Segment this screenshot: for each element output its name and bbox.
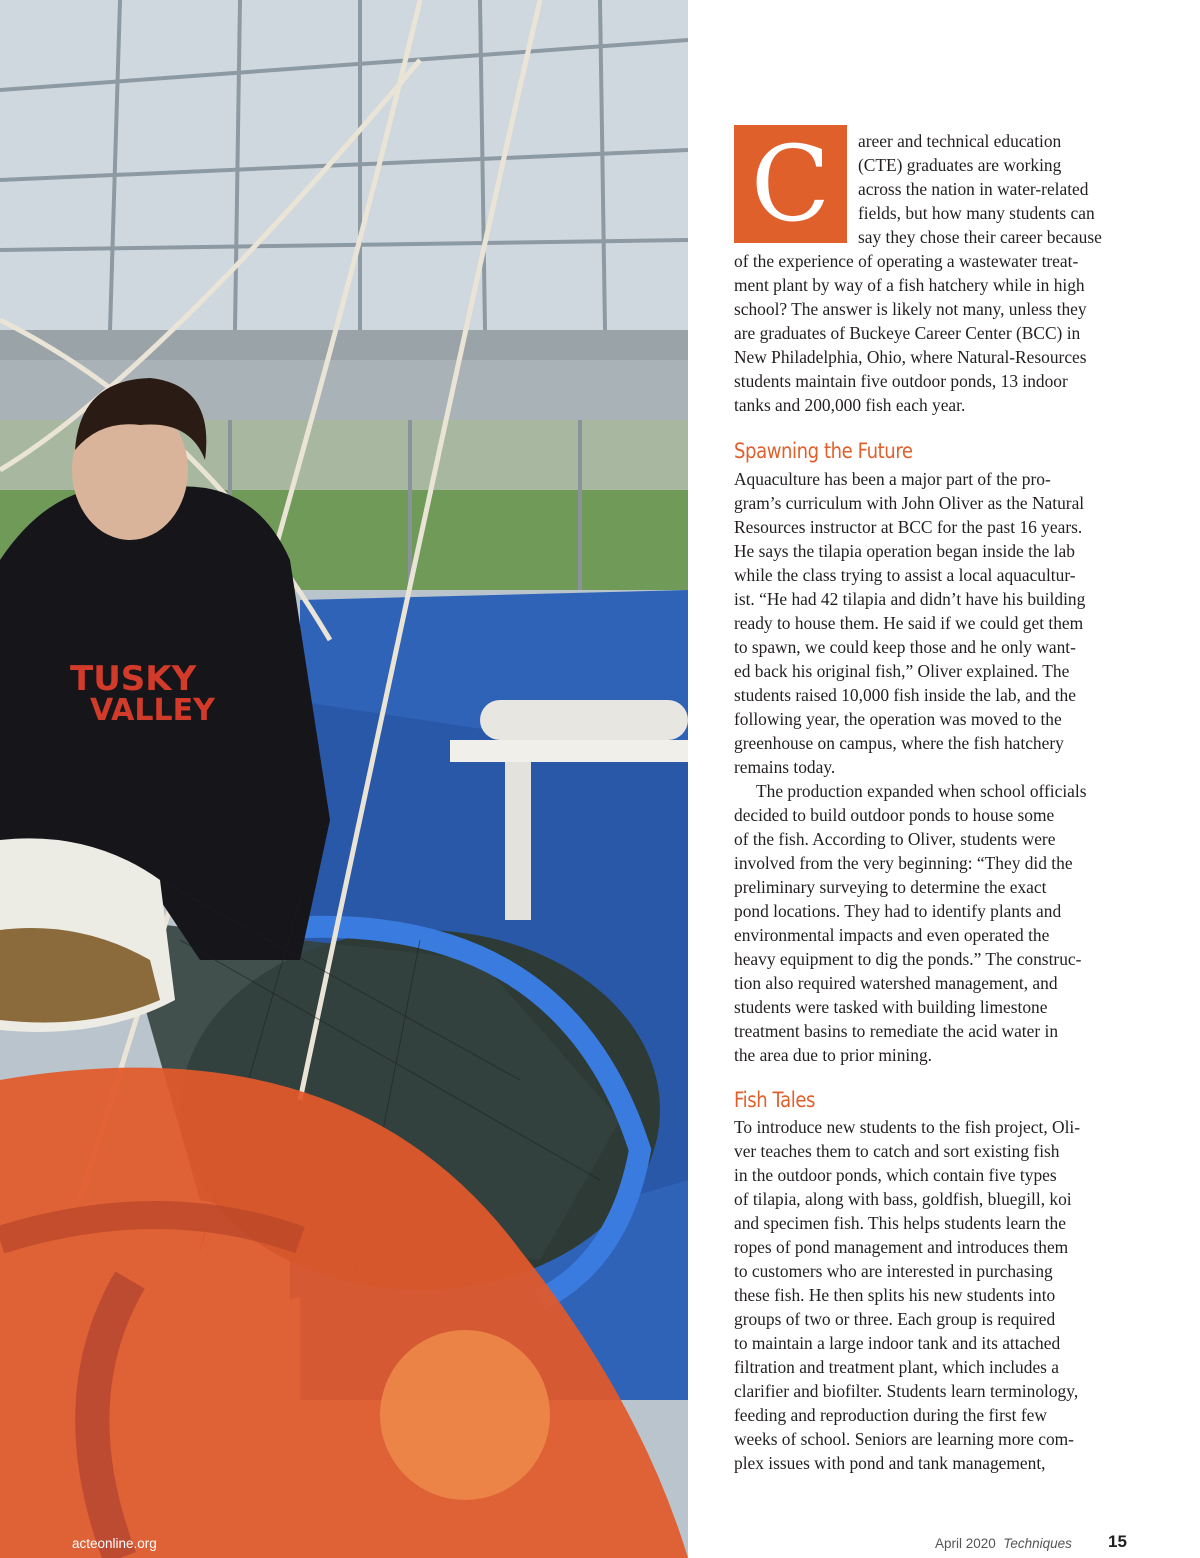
text-line: New Philadelphia, Ohio, where Natural-Resources bbox=[734, 347, 1087, 367]
text-line: to customers who are interested in purchasing bbox=[734, 1261, 1053, 1281]
svg-text:VALLEY: VALLEY bbox=[90, 693, 215, 728]
text-line: plex issues with pond and tank management, bbox=[734, 1453, 1046, 1473]
text-line: and specimen fish. This helps students learn the bbox=[734, 1213, 1066, 1233]
text-line: ment plant by way of a fish hatchery while in high bbox=[734, 275, 1085, 295]
text-line: students were tasked with building limestone bbox=[734, 997, 1048, 1017]
text-line: say they chose their career because bbox=[858, 227, 1102, 247]
text-line: the area due to prior mining. bbox=[734, 1045, 932, 1065]
text-line: preliminary surveying to determine the exact bbox=[734, 877, 1047, 897]
footer-site[interactable]: acteonline.org bbox=[72, 1536, 157, 1551]
text-line: school? The answer is likely not many, unless they bbox=[734, 299, 1087, 319]
text-line: pond locations. They had to identify plants and bbox=[734, 901, 1062, 921]
footer-date: April 2020 bbox=[935, 1536, 996, 1551]
svg-text:TUSKY: TUSKY bbox=[70, 659, 197, 699]
text-line: environmental impacts and even operated the bbox=[734, 925, 1050, 945]
text-line: in the outdoor ponds, which contain five types bbox=[734, 1165, 1057, 1185]
section-heading-spawning: Spawning the Future bbox=[734, 439, 913, 463]
text-line: of the fish. According to Oliver, students were bbox=[734, 829, 1056, 849]
text-line: groups of two or three. Each group is required bbox=[734, 1309, 1056, 1329]
text-line: are graduates of Buckeye Career Center (BCC) in bbox=[734, 323, 1081, 343]
text-line: of the experience of operating a wastewater treat- bbox=[734, 251, 1079, 271]
intro-paragraph-top bbox=[858, 129, 1102, 249]
text-line: ist. “He had 42 tilapia and didn’t have his building bbox=[734, 589, 1086, 609]
text-line: greenhouse on campus, where the fish hatchery bbox=[734, 733, 1064, 753]
page-number: 15 bbox=[1108, 1532, 1127, 1551]
footer-magazine: Techniques bbox=[1003, 1536, 1072, 1551]
text-line: (CTE) graduates are working bbox=[858, 155, 1062, 175]
text-line: gram’s curriculum with John Oliver as the Natural bbox=[734, 493, 1085, 513]
text-line: fields, but how many students can bbox=[858, 203, 1095, 223]
text-line: Aquaculture has been a major part of the pro- bbox=[734, 469, 1051, 489]
text-line: students raised 10,000 fish inside the lab, and the bbox=[734, 685, 1076, 705]
text-line: Resources instructor at BCC for the past 16 years. bbox=[734, 517, 1083, 537]
text-line: ropes of pond management and introduces them bbox=[734, 1237, 1069, 1257]
text-line: feeding and reproduction during the first few bbox=[734, 1405, 1047, 1425]
text-line: tanks and 200,000 fish each year. bbox=[734, 395, 966, 415]
text-line: clarifier and biofilter. Students learn terminology, bbox=[734, 1381, 1079, 1401]
text-line: filtration and treatment plant, which includes a bbox=[734, 1357, 1060, 1377]
text-line: these fish. He then splits his new students into bbox=[734, 1285, 1056, 1305]
text-line: weeks of school. Seniors are learning more com- bbox=[734, 1429, 1074, 1449]
intro-paragraph-bottom bbox=[734, 249, 1087, 417]
text-line: heavy equipment to dig the ponds.” The construc- bbox=[734, 949, 1082, 969]
text-line: remains today. bbox=[734, 757, 836, 777]
text-line: areer and technical education bbox=[858, 131, 1062, 151]
text-line: To introduce new students to the fish project, Oli- bbox=[734, 1117, 1081, 1137]
text-line: following year, the operation was moved to the bbox=[734, 709, 1062, 729]
text-line: ready to house them. He said if we could get them bbox=[734, 613, 1084, 633]
section-fish-tales-body bbox=[734, 1115, 1080, 1475]
text-line: treatment basins to remediate the acid water in bbox=[734, 1021, 1059, 1041]
drop-cap bbox=[734, 125, 847, 243]
text-line: tion also required watershed management, and bbox=[734, 973, 1058, 993]
section-spawning-body bbox=[734, 467, 1087, 1067]
text-line: to maintain a large indoor tank and its attached bbox=[734, 1333, 1061, 1353]
text-line: ver teaches them to catch and sort existing fish bbox=[734, 1141, 1060, 1161]
text-line: involved from the very beginning: “They did the bbox=[734, 853, 1073, 873]
text-line: ed back his original fish,” Oliver explained. The bbox=[734, 661, 1070, 681]
text-line: He says the tilapia operation began inside the lab bbox=[734, 541, 1075, 561]
text-line: while the class trying to assist a local aquacultur- bbox=[734, 565, 1076, 585]
footer-issue bbox=[935, 1536, 1072, 1551]
text-line: students maintain five outdoor ponds, 13 indoor bbox=[734, 371, 1068, 391]
text-line: of tilapia, along with bass, goldfish, bluegill, koi bbox=[734, 1189, 1072, 1209]
text-line: The production expanded when school officials bbox=[756, 781, 1087, 801]
section-heading-fish-tales: Fish Tales bbox=[734, 1088, 816, 1112]
text-line: to spawn, we could keep those and he only want- bbox=[734, 637, 1076, 657]
text-line: decided to build outdoor ponds to house some bbox=[734, 805, 1055, 825]
text-line: across the nation in water-related bbox=[858, 179, 1089, 199]
drop-cap-letter: C bbox=[750, 123, 831, 245]
